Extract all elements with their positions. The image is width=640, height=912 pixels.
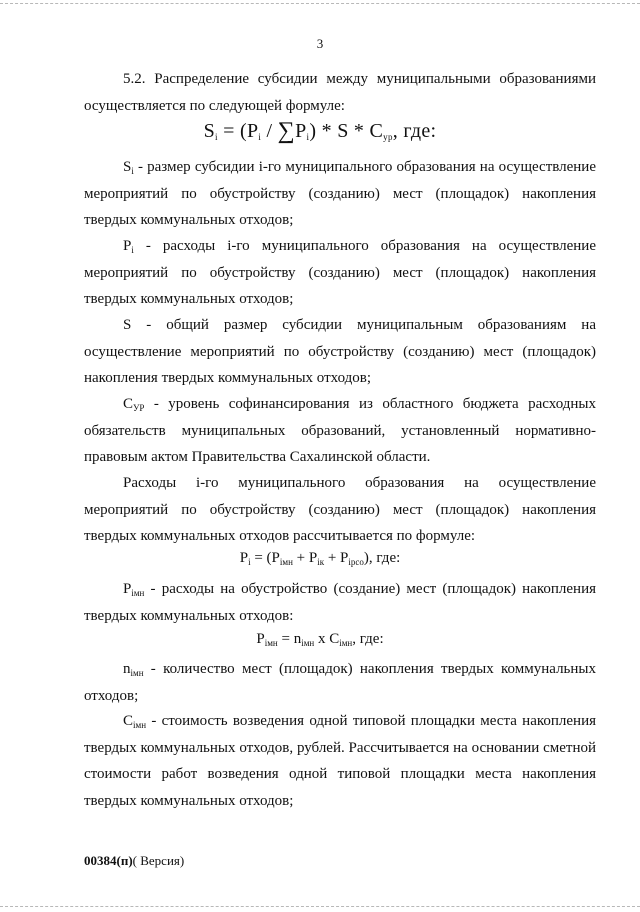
formula-pi: $P_i = (P_{iмн} + P_{iк} + P_{iрсо})$, где: [239,550,401,567]
sum-symbol: ∑ [277,118,296,144]
definition-si: $S_i$ - размер субсидии i-го муниципального образования на осуществление мероприятий по обустройству (созданию) мест (площадок) накопления твердых коммунальных отходов; [84,159,596,229]
definition-cimn: $C_{iмн}$ - стоимость возведения одной типовой площадки места накопления твердых коммунальных отходов, рублей. Рассчитывается на основании сметной стоимости работ возведения одной типовой площадки места накопления твердых коммунальных отходов; [84,713,596,809]
document-version: ( Версия) [132,853,185,868]
definition-pi: $P_i$ - расходы i-го муниципального образования на осуществление мероприятий по обустройству (созданию) мест (площадок) накопления твердых коммунальных отходов; [84,238,596,308]
document-code: 00384(п) [84,853,133,868]
bottom-scan-edge [0,906,640,907]
definition-pimn: $P_{iмн}$ - расходы на обустройство (создание) мест (площадок) накопления твердых коммунальных отходов: [84,581,596,624]
top-scan-edge [0,3,640,4]
paragraph-expenses: Расходы i-го муниципального образования на осуществление мероприятий по обустройству (созданию) мест (площадок) накопления твердых коммунальных отходов рассчитывается по формуле: [84,475,596,545]
definition-s: S - общий размер субсидии муниципальным образованиям на осуществление мероприятий по обустройству (созданию) мест (площадок) накопления твердых коммунальных отходов; [84,317,596,387]
definition-cup: $C_{УР}$ - уровень софинансирования из областного бюджета расходных обязательств муниципальных образований, установленный нормативно-правовым актом Правительства Сахалинской области. [84,396,596,466]
page-number: 3 [316,36,324,51]
formula-subsidy: $S_i = (P_i / \sum P_i) * S * C_{ур}$, где: [203,118,437,144]
definition-nimn: $n_{iмн}$ - количество мест (площадок) накопления твердых коммунальных отходов; [84,661,596,704]
paragraph-5-2: 5.2. Распределение субсидии между муниципальными образованиями осуществляется по следующей формуле: [84,71,596,114]
formula-pimn: $P_{iмн} = n_{iмн}$ x $C_{iмн}$, где: [256,631,384,648]
document-footer [84,853,184,869]
